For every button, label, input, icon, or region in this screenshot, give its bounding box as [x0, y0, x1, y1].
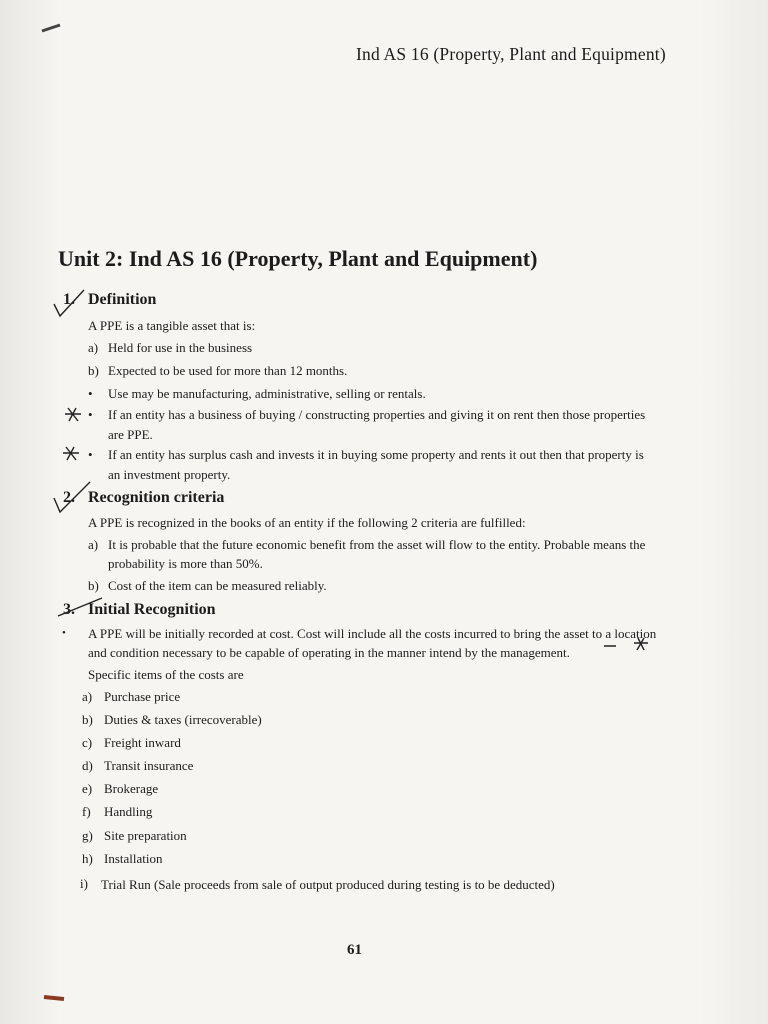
list-label: e) — [82, 781, 93, 796]
section-paragraph-cont: and condition necessary to be capable of operating in the manner intend by the management. — [88, 645, 570, 660]
list-label: b) — [88, 578, 99, 593]
running-header: Ind AS 16 (Property, Plant and Equipment) — [356, 44, 666, 64]
list-label: a) — [88, 340, 99, 355]
bullet-dot: • — [88, 386, 93, 401]
bullet-item: If an entity has a business of buying / constructing properties and giving it on rent then those properties — [108, 407, 646, 422]
handwritten-tick-icon — [50, 286, 90, 326]
list-item: Transit insurance — [104, 758, 194, 773]
list-item: Trial Run (Sale proceeds from sale of output produced during testing is to be deducted) — [101, 877, 555, 892]
bullet-item-cont: are PPE. — [108, 427, 153, 442]
list-label: b) — [82, 712, 93, 727]
list-label: a) — [82, 689, 93, 704]
section-heading: Recognition criteria — [88, 489, 225, 506]
list-label: g) — [82, 828, 93, 843]
bullet-item-cont: an investment property. — [108, 467, 231, 482]
bullet-dot: • — [88, 447, 93, 462]
section-intro: A PPE is a tangible asset that is: — [88, 318, 256, 333]
list-item: Held for use in the business — [108, 340, 253, 355]
star-mark-icon — [60, 445, 82, 463]
list-label: h) — [82, 851, 93, 866]
list-item-cont: probability is more than 50%. — [108, 556, 263, 571]
list-label: i) — [80, 876, 88, 891]
list-label: a) — [88, 537, 99, 552]
section-heading: Initial Recognition — [88, 601, 216, 618]
section-heading: Definition — [88, 291, 157, 308]
section-subintro: Specific items of the costs are — [88, 667, 244, 682]
section-number: 3. — [63, 601, 75, 618]
list-item: Expected to be used for more than 12 months. — [108, 363, 348, 378]
list-item: Freight inward — [104, 735, 181, 750]
section-number: 2. — [63, 489, 75, 506]
bullet-dot: • — [62, 627, 66, 639]
list-label: f) — [82, 804, 91, 819]
list-item: It is probable that the future economic benefit from the asset will flow to the entity. Probable means the — [108, 537, 646, 552]
handwritten-tick-icon — [50, 478, 94, 518]
list-item: Handling — [104, 804, 153, 819]
list-label: c) — [82, 735, 93, 750]
section-intro: A PPE is recognized in the books of an entity if the following 2 criteria are fulfilled: — [88, 515, 526, 530]
list-item: Brokerage — [104, 781, 159, 796]
bullet-item: Use may be manufacturing, administrative, selling or rentals. — [108, 386, 426, 401]
bullet-dot: • — [88, 407, 93, 422]
list-label: d) — [82, 758, 93, 773]
bullet-item: If an entity has surplus cash and invests it in buying some property and rents it out then that property is — [108, 447, 644, 462]
list-item: Site preparation — [104, 828, 187, 843]
star-mark-icon — [62, 406, 84, 424]
section-paragraph: A PPE will be initially recorded at cost. Cost will include all the costs incurred to bring the asset to a location — [88, 626, 657, 641]
handwritten-strike-icon — [56, 594, 106, 620]
list-item: Duties & taxes (irrecoverable) — [104, 712, 262, 727]
list-item: Purchase price — [104, 689, 181, 704]
list-item: Installation — [104, 851, 163, 866]
scan-mark-bottom — [42, 992, 68, 1002]
page-number: 61 — [347, 942, 362, 958]
list-label: b) — [88, 363, 99, 378]
list-item: Cost of the item can be measured reliably. — [108, 578, 327, 593]
scan-mark-top — [40, 22, 64, 34]
unit-title: Unit 2: Ind AS 16 (Property, Plant and Equipment) — [58, 246, 538, 271]
star-mark-icon — [602, 636, 652, 654]
section-number: 1. — [63, 291, 75, 308]
